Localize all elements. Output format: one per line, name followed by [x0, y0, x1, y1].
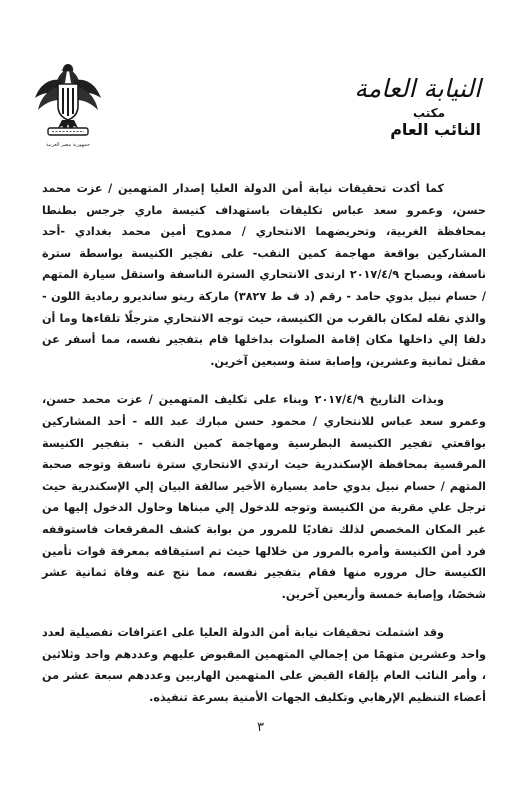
organization-title: النيابة العامة	[354, 74, 481, 103]
paragraph-2: وبذات التاريخ ٢٠١٧/٤/٩ وبناء على تكليف المتهمين / عزت محمد حسن، وعمرو سعد عباس للانتحاري / محمود حسن مبارك عبد الله - أحد المشاركين بواقعتي تفجير الكنيسة البطرسية ومهاجمة كمين النقب - بتفجير الكنيسة المرقسية بمحافظة الإسكندرية حيث ارتدي الانتحاري سترة ناسفة وتوجه صحبة المتهم / حسام نبيل بدوي حامد بسيارة الأخير سالفة البيان إلي الإسكندرية حيث ترجل علي مقربة من الكنيسة وتوجه للدخول إلي مبناها وحاول الدخول إليها من غير المكان المخصص لذلك تفاديًا للمرور من بوابة كشف المفرقعات فاستوقفه فرد أمن الكنيسة وأمره بالمرور من خلالها حيث تم استيقافه بمعرفة قوات تأمين الكنيسة حال مروره منها فقام بتفجير نفسه، مما نتج عنه وفاة ثمانية عشر شخصًا، وإصابة خمسة وأربعين آخرين.	[42, 393, 486, 601]
paragraph-1: كما أكدت تحقيقات نيابة أمن الدولة العليا إصدار المتهمين / عزت محمد حسن، وعمرو سعد عباس تكليفات باستهداف كنيسة ماري جرجس بطنطا بمحافظة الغربية، وتحريضهما الانتحاري / ممدوح أمين محمد بغدادي -أحد المشاركين بواقعة مهاجمة كمين النقب- على تفجير الكنيسة بواسطة سترة ناسفة، وبصباح ٢٠١٧/٤/٩ ارتدى الانتحاري السترة الناسفة واستقل سيارة المتهم / حسام نبيل بدوي حامد - رقم (د ف ط ٣٨٢٧) ماركة رينو سانديرو رمادية اللون - والذي نقله لمكان بالقرب من الكنيسة، حيث توجه الانتحاري مترجلًا تلقاءها وما أن دلفا إلي داخلها مكان إقامة الصلوات بداخلها قام بتفجير نفسه، مما أسفر عن مقتل ثمانية وعشرين، وإصابة ستة وسبعين آخرين.	[42, 182, 486, 368]
office-label: مكتب	[412, 106, 445, 120]
page-number: ٣	[257, 720, 264, 735]
letterhead	[281, 74, 481, 139]
eagle-emblem-icon	[32, 58, 104, 138]
emblem-caption: جمهورية مصر العربية	[46, 142, 90, 148]
paragraph-3: وقد اشتملت تحقيقات نيابة أمن الدولة العليا على اعترافات تفصيلية لعدد واحد وعشرين متهمًا من إجمالي المتهمين المقبوض عليهم وعددهم واحد وثلاثين ، وأمر النائب العام بإلقاء القبض على المتهمين الهاربين وعددهم سبعة عشر من أعضاء التنظيم الإرهابي وتكليف الجهات الأمنية بسرعة تنفيذه.	[42, 626, 486, 705]
official-title: النائب العام	[390, 120, 481, 139]
document-body	[42, 178, 486, 709]
